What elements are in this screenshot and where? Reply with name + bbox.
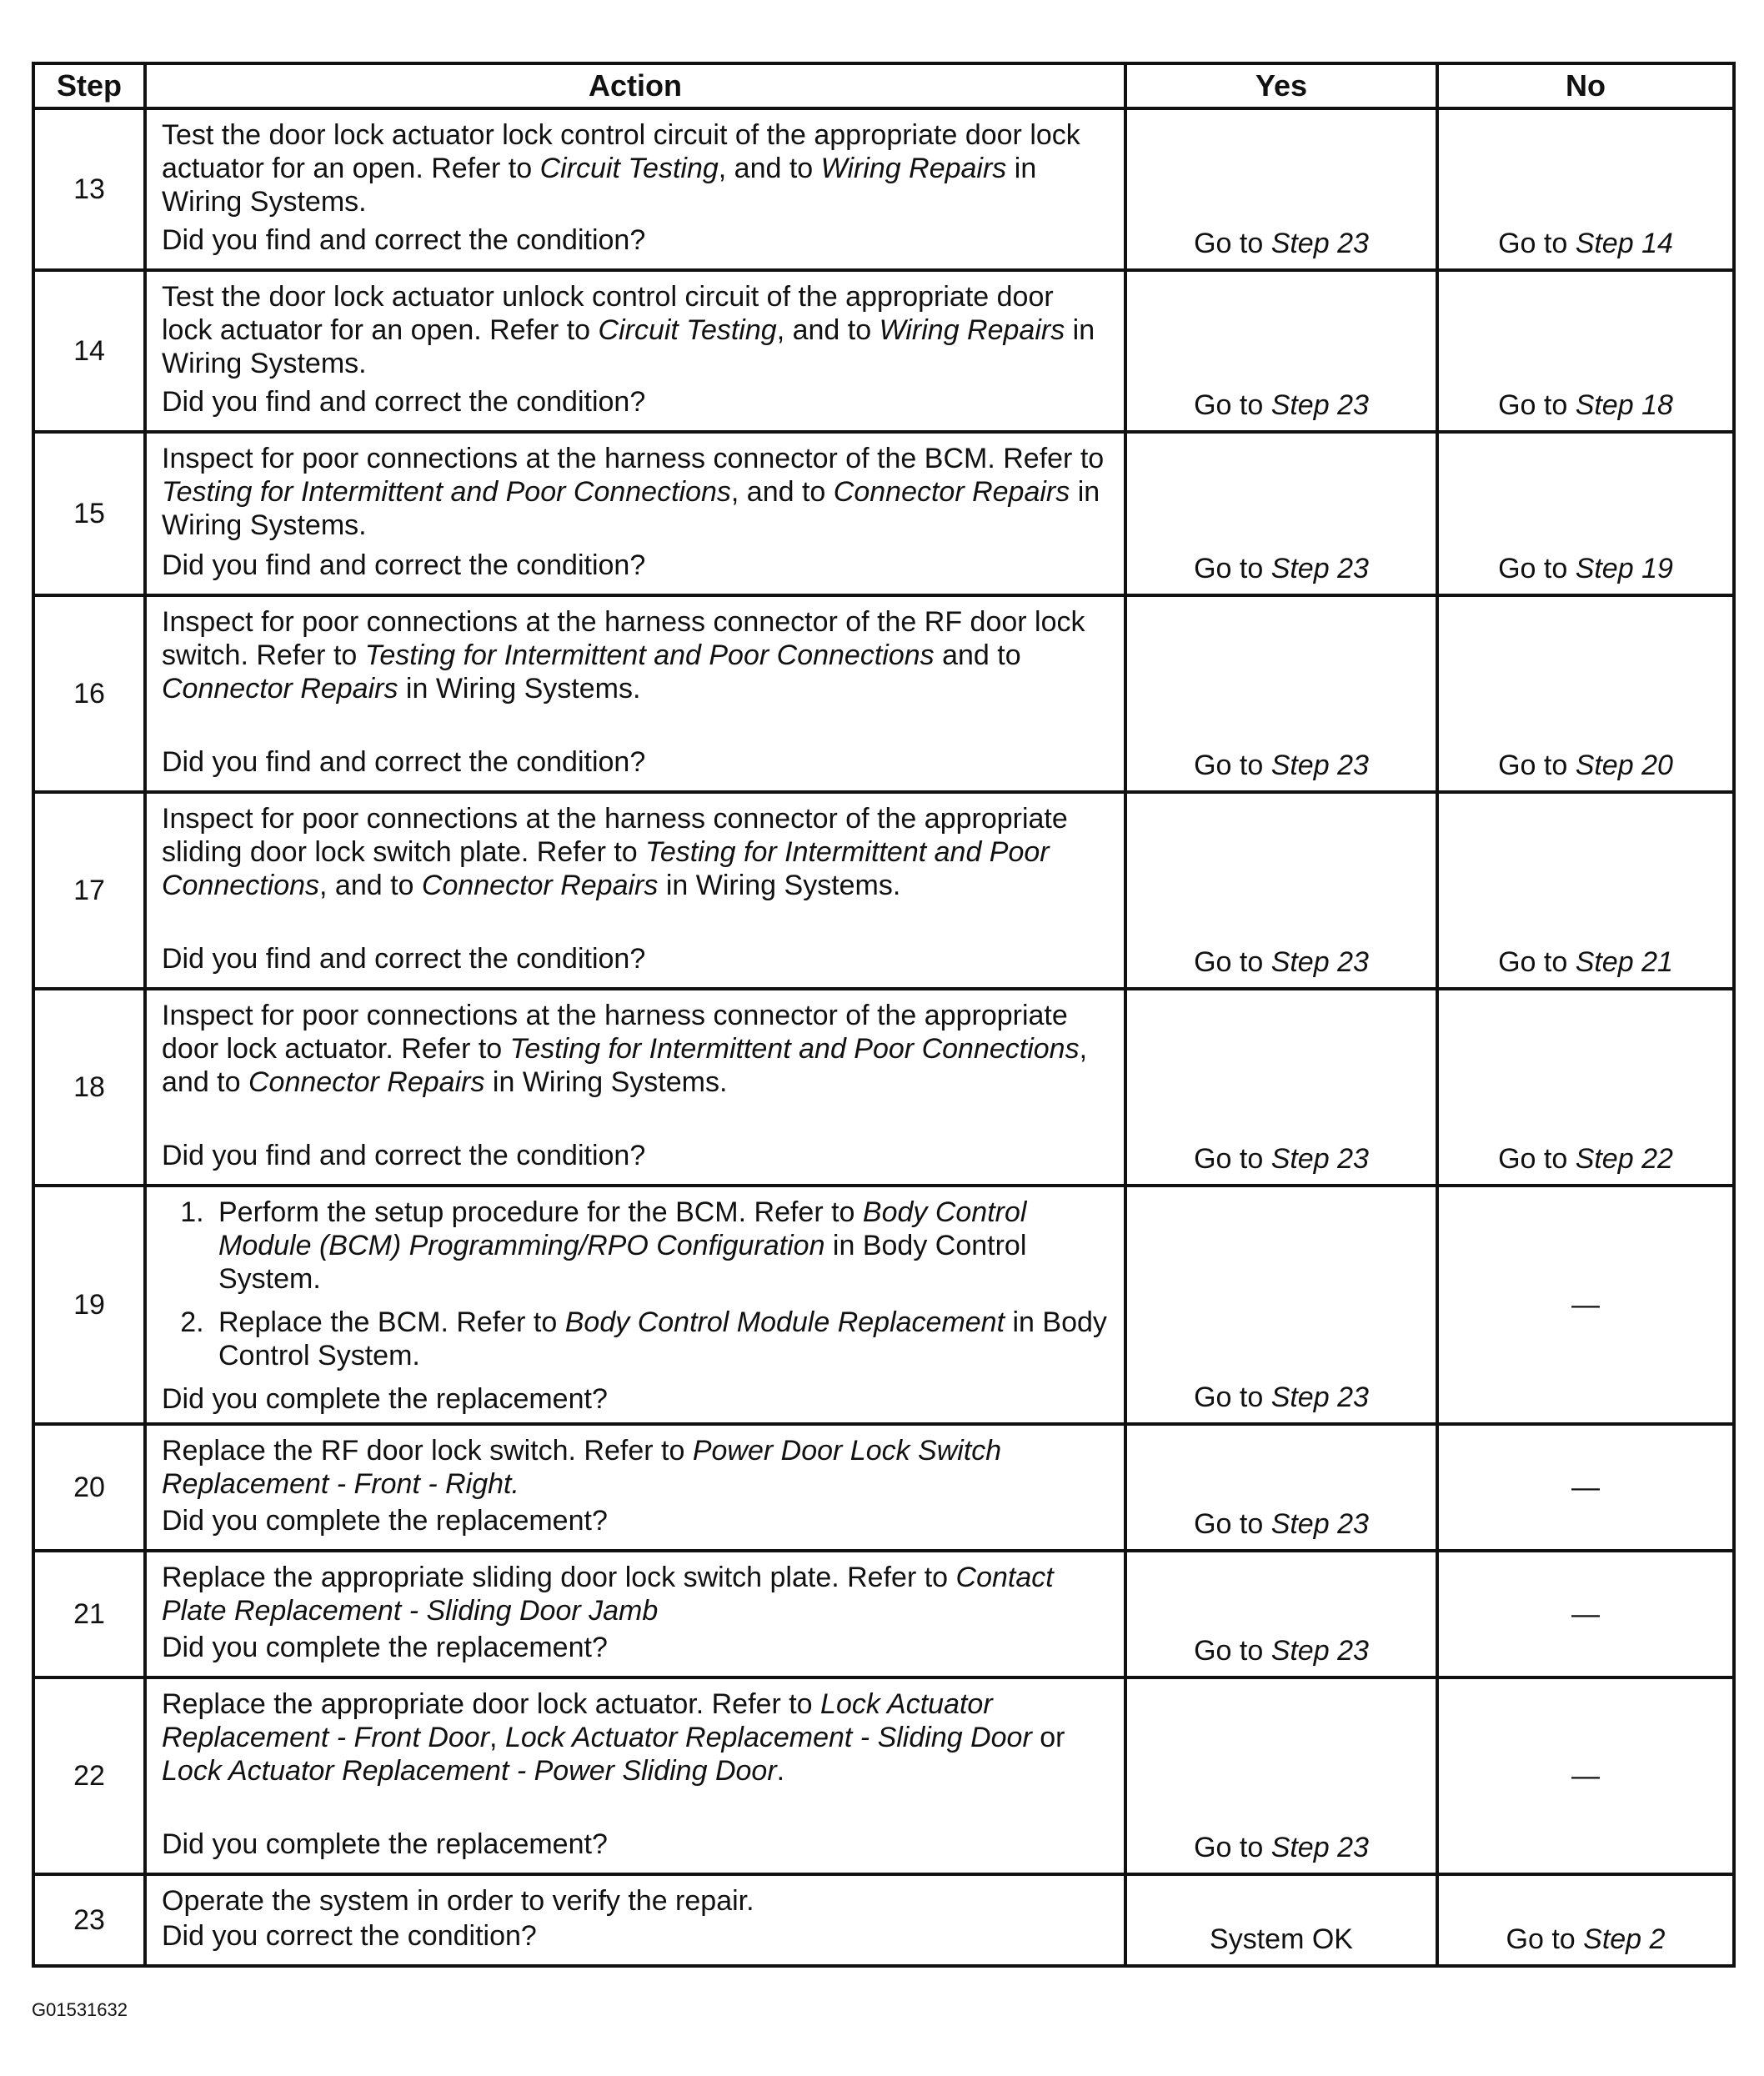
goto-step-ref: Step 14 <box>1575 228 1673 259</box>
action-question: Did you complete the replacement? <box>162 1505 608 1537</box>
reference-title: Connector Repairs <box>833 476 1070 508</box>
action-text-run: in Wiring Systems. <box>484 1066 728 1098</box>
goto-step-ref: Step 23 <box>1270 1381 1369 1413</box>
goto-step-ref: Step 19 <box>1575 553 1673 584</box>
action-question: Did you complete the replacement? <box>162 1632 608 1663</box>
reference-title: Testing for Intermittent and Poor Connections <box>509 1033 1080 1065</box>
goto-label: Go to <box>1506 1923 1584 1955</box>
reference-title: Connector Repairs <box>421 870 659 901</box>
no-action-dash: — <box>1571 1471 1600 1503</box>
step-number: 17 <box>33 792 145 989</box>
action-text-run: Replace the BCM. Refer to <box>218 1306 565 1338</box>
action-cell <box>145 792 1125 989</box>
action-content <box>162 999 1110 1172</box>
no-action-dash: — <box>1571 1288 1600 1321</box>
action-cell <box>145 1677 1125 1874</box>
goto-step-ref: Step 23 <box>1270 1143 1369 1175</box>
reference-title: Circuit Testing <box>539 153 719 184</box>
goto-step-ref: Step 23 <box>1270 553 1369 584</box>
goto-label: Go to <box>1498 389 1576 421</box>
goto-label: Go to <box>1498 228 1576 259</box>
action-text-run: Inspect for poor connections at the harness connector of the appropriate sliding door lock switch plate. Refer to <box>162 803 1068 868</box>
action-instructions <box>162 1434 1110 1501</box>
step-number: 18 <box>33 989 145 1186</box>
goto-step-ref: Step 23 <box>1270 1508 1369 1540</box>
figure-id: G01531632 <box>32 1999 128 2020</box>
action-text-run: and to <box>934 639 1021 671</box>
step-number: 19 <box>33 1186 145 1424</box>
document-page <box>32 62 1732 1968</box>
action-content <box>162 1561 1110 1664</box>
yes-result <box>1125 595 1437 792</box>
goto-label: Go to <box>1498 750 1576 781</box>
action-content <box>162 605 1110 779</box>
reference-title: Contact Plate Replacement - Sliding Door Jamb <box>162 1562 1054 1627</box>
reference-title: Body Control Module Replacement <box>564 1306 1005 1338</box>
action-question: Did you find and correct the condition? <box>162 224 646 256</box>
goto-label: Go to <box>1194 553 1271 584</box>
action-list <box>162 1196 1110 1372</box>
action-instructions <box>162 442 1110 542</box>
action-content <box>162 442 1110 582</box>
action-text-run: in Wiring Systems. <box>162 153 1037 218</box>
action-question: Did you find and correct the condition? <box>162 943 646 975</box>
step-number: 23 <box>33 1874 145 1966</box>
action-instructions <box>162 118 1110 218</box>
action-text-run: , and to <box>162 1033 1088 1098</box>
table-row <box>33 1186 1734 1424</box>
action-question: Did you find and correct the condition? <box>162 549 646 581</box>
goto-step-ref: Step 2 <box>1583 1923 1666 1955</box>
action-paragraph <box>162 1884 1110 1918</box>
goto-label: Go to <box>1194 1508 1271 1540</box>
reference-title: Wiring Repairs <box>879 314 1065 346</box>
action-text-run: Inspect for poor connections at the harness connector of the BCM. Refer to <box>162 443 1105 474</box>
header-action: Action <box>145 63 1125 108</box>
action-instructions <box>162 1884 1110 1918</box>
action-paragraph <box>162 605 1110 705</box>
reference-title: Connector Repairs <box>162 673 398 705</box>
action-text-run: in Wiring Systems. <box>398 673 641 705</box>
goto-label: Go to <box>1498 946 1576 978</box>
no-result <box>1437 1186 1734 1424</box>
goto-step-ref: Step 23 <box>1270 389 1369 421</box>
reference-title: Lock Actuator Replacement - Front Door <box>162 1688 993 1753</box>
goto-label: Go to <box>1194 946 1271 978</box>
goto-label: Go to <box>1498 1143 1576 1175</box>
goto-step-ref: Step 22 <box>1575 1143 1673 1175</box>
action-text-run: or <box>1031 1722 1065 1753</box>
goto-step-ref: Step 18 <box>1575 389 1673 421</box>
action-list-item <box>212 1306 1110 1372</box>
goto-step-ref: Step 23 <box>1270 750 1369 781</box>
action-paragraph <box>162 1561 1110 1627</box>
action-cell <box>145 1551 1125 1677</box>
step-number: 16 <box>33 595 145 792</box>
action-text-run: Replace the RF door lock switch. Refer to <box>162 1435 693 1467</box>
action-question: Did you correct the condition? <box>162 1920 537 1952</box>
action-text-run: in Wiring Systems. <box>162 314 1095 379</box>
table-row <box>33 1551 1734 1677</box>
goto-step-ref: Step 23 <box>1270 946 1369 978</box>
action-text-run: Replace the appropriate door lock actuator. Refer to <box>162 1688 821 1720</box>
action-question: Did you complete the replacement? <box>162 1383 608 1415</box>
action-paragraph <box>162 442 1110 542</box>
yes-result <box>1125 270 1437 432</box>
step-number: 22 <box>33 1677 145 1874</box>
action-cell <box>145 595 1125 792</box>
action-text-run: in Wiring Systems. <box>162 476 1100 541</box>
no-result <box>1437 1874 1734 1966</box>
action-question: Did you find and correct the condition? <box>162 386 646 418</box>
reference-title: Lock Actuator Replacement - Power Sliding Door <box>162 1755 777 1787</box>
action-paragraph <box>162 118 1110 218</box>
action-question: Did you find and correct the condition? <box>162 1140 646 1171</box>
reference-title: Body Control Module (BCM) Programming/RPO Configuration <box>218 1196 1027 1261</box>
action-cell <box>145 1424 1125 1551</box>
action-instructions <box>162 999 1110 1099</box>
reference-title: Wiring Repairs <box>820 153 1007 184</box>
action-instructions <box>162 280 1110 380</box>
action-question: Did you find and correct the condition? <box>162 746 646 778</box>
result-text: System OK <box>1210 1923 1353 1955</box>
yes-result <box>1125 792 1437 989</box>
no-action-dash: — <box>1571 1597 1600 1630</box>
action-instructions <box>162 1196 1110 1382</box>
action-text-run: Replace the appropriate sliding door lock switch plate. Refer to <box>162 1562 956 1593</box>
action-paragraph <box>162 1434 1110 1501</box>
action-text-run: . <box>776 1755 785 1787</box>
table-row <box>33 989 1734 1186</box>
action-instructions <box>162 605 1110 705</box>
action-text-run: in Body Control System. <box>218 1230 1027 1295</box>
table-row <box>33 595 1734 792</box>
goto-label: Go to <box>1194 228 1271 259</box>
goto-step-ref: Step 23 <box>1270 1832 1369 1863</box>
step-number: 21 <box>33 1551 145 1677</box>
action-paragraph <box>162 1687 1110 1788</box>
reference-title: Connector Repairs <box>248 1066 485 1098</box>
table-row <box>33 792 1734 989</box>
yes-result <box>1125 1551 1437 1677</box>
action-paragraph <box>162 280 1110 380</box>
step-number: 14 <box>33 270 145 432</box>
reference-title: Power Door Lock Switch Replacement - Front - Right. <box>162 1435 1002 1500</box>
goto-label: Go to <box>1194 1832 1271 1863</box>
reference-title: Lock Actuator Replacement - Sliding Door <box>504 1722 1032 1753</box>
action-content <box>162 802 1110 975</box>
step-number: 20 <box>33 1424 145 1551</box>
yes-result <box>1125 432 1437 595</box>
table-row <box>33 270 1734 432</box>
yes-result <box>1125 1186 1437 1424</box>
table-body <box>33 108 1734 1966</box>
goto-step-ref: Step 23 <box>1270 1635 1369 1667</box>
action-content <box>162 1884 1110 1953</box>
goto-step-ref: Step 21 <box>1575 946 1673 978</box>
action-text-run: Inspect for poor connections at the harness connector of the RF door lock switch. Refer to <box>162 606 1085 671</box>
action-content <box>162 1196 1110 1415</box>
action-cell <box>145 270 1125 432</box>
action-cell <box>145 1874 1125 1966</box>
no-result <box>1437 595 1734 792</box>
header-yes: Yes <box>1125 63 1437 108</box>
action-question: Did you complete the replacement? <box>162 1828 608 1860</box>
goto-step-ref: Step 23 <box>1270 228 1369 259</box>
action-text-run: , and to <box>776 314 879 346</box>
yes-result <box>1125 1677 1437 1874</box>
action-cell <box>145 989 1125 1186</box>
action-instructions <box>162 1687 1110 1788</box>
no-result <box>1437 989 1734 1186</box>
table-row <box>33 1874 1734 1966</box>
no-result <box>1437 1424 1734 1551</box>
action-text-run: in Wiring Systems. <box>658 870 901 901</box>
action-paragraph <box>162 999 1110 1099</box>
action-text-run: Operate the system in order to verify the repair. <box>162 1885 754 1917</box>
reference-title: Testing for Intermittent and Poor Connections <box>364 639 935 671</box>
no-result <box>1437 1551 1734 1677</box>
goto-label: Go to <box>1194 1635 1271 1667</box>
step-number: 13 <box>33 108 145 270</box>
action-paragraph <box>162 802 1110 902</box>
diagnostic-steps-table <box>32 62 1736 1968</box>
action-text-run: Test the door lock actuator lock control circuit of the appropriate door lock actuator for an open. Refer to <box>162 119 1080 184</box>
action-text-run: in Body Control System. <box>218 1306 1107 1371</box>
no-result <box>1437 432 1734 595</box>
action-cell <box>145 1186 1125 1424</box>
goto-step-ref: Step 20 <box>1575 750 1673 781</box>
action-text-run: , and to <box>319 870 422 901</box>
action-list-item <box>212 1196 1110 1296</box>
action-content <box>162 1434 1110 1537</box>
goto-label: Go to <box>1194 1143 1271 1175</box>
action-cell <box>145 108 1125 270</box>
header-step: Step <box>33 63 145 108</box>
table-row <box>33 432 1734 595</box>
table-row <box>33 1677 1734 1874</box>
action-cell <box>145 432 1125 595</box>
reference-title: Circuit Testing <box>598 314 777 346</box>
yes-result <box>1125 108 1437 270</box>
action-instructions <box>162 1561 1110 1627</box>
yes-result <box>1125 1874 1437 1966</box>
action-text-run: , and to <box>730 476 834 508</box>
action-text-run: Test the door lock actuator unlock control circuit of the appropriate door lock actuator for an open. Refer to <box>162 281 1054 346</box>
no-result <box>1437 108 1734 270</box>
goto-label: Go to <box>1194 1381 1271 1413</box>
action-content <box>162 118 1110 257</box>
goto-label: Go to <box>1194 750 1271 781</box>
reference-title: Testing for Intermittent and Poor Connections <box>162 476 731 508</box>
table-header-row <box>33 63 1734 108</box>
goto-label: Go to <box>1194 389 1271 421</box>
action-text-run: Inspect for poor connections at the harness connector of the appropriate door lock actuator. Refer to <box>162 1000 1068 1065</box>
table-row <box>33 108 1734 270</box>
yes-result <box>1125 989 1437 1186</box>
action-text-run: , and to <box>718 153 821 184</box>
action-text-run: , <box>489 1722 505 1753</box>
action-content <box>162 1687 1110 1861</box>
step-number: 15 <box>33 432 145 595</box>
table-row <box>33 1424 1734 1551</box>
no-action-dash: — <box>1571 1759 1600 1792</box>
no-result <box>1437 270 1734 432</box>
reference-title: Testing for Intermittent and Poor Connections <box>162 836 1050 901</box>
header-no: No <box>1437 63 1734 108</box>
no-result <box>1437 792 1734 989</box>
no-result <box>1437 1677 1734 1874</box>
action-text-run: Perform the setup procedure for the BCM. Refer to <box>218 1196 863 1228</box>
goto-label: Go to <box>1498 553 1576 584</box>
action-instructions <box>162 802 1110 902</box>
yes-result <box>1125 1424 1437 1551</box>
action-content <box>162 280 1110 419</box>
